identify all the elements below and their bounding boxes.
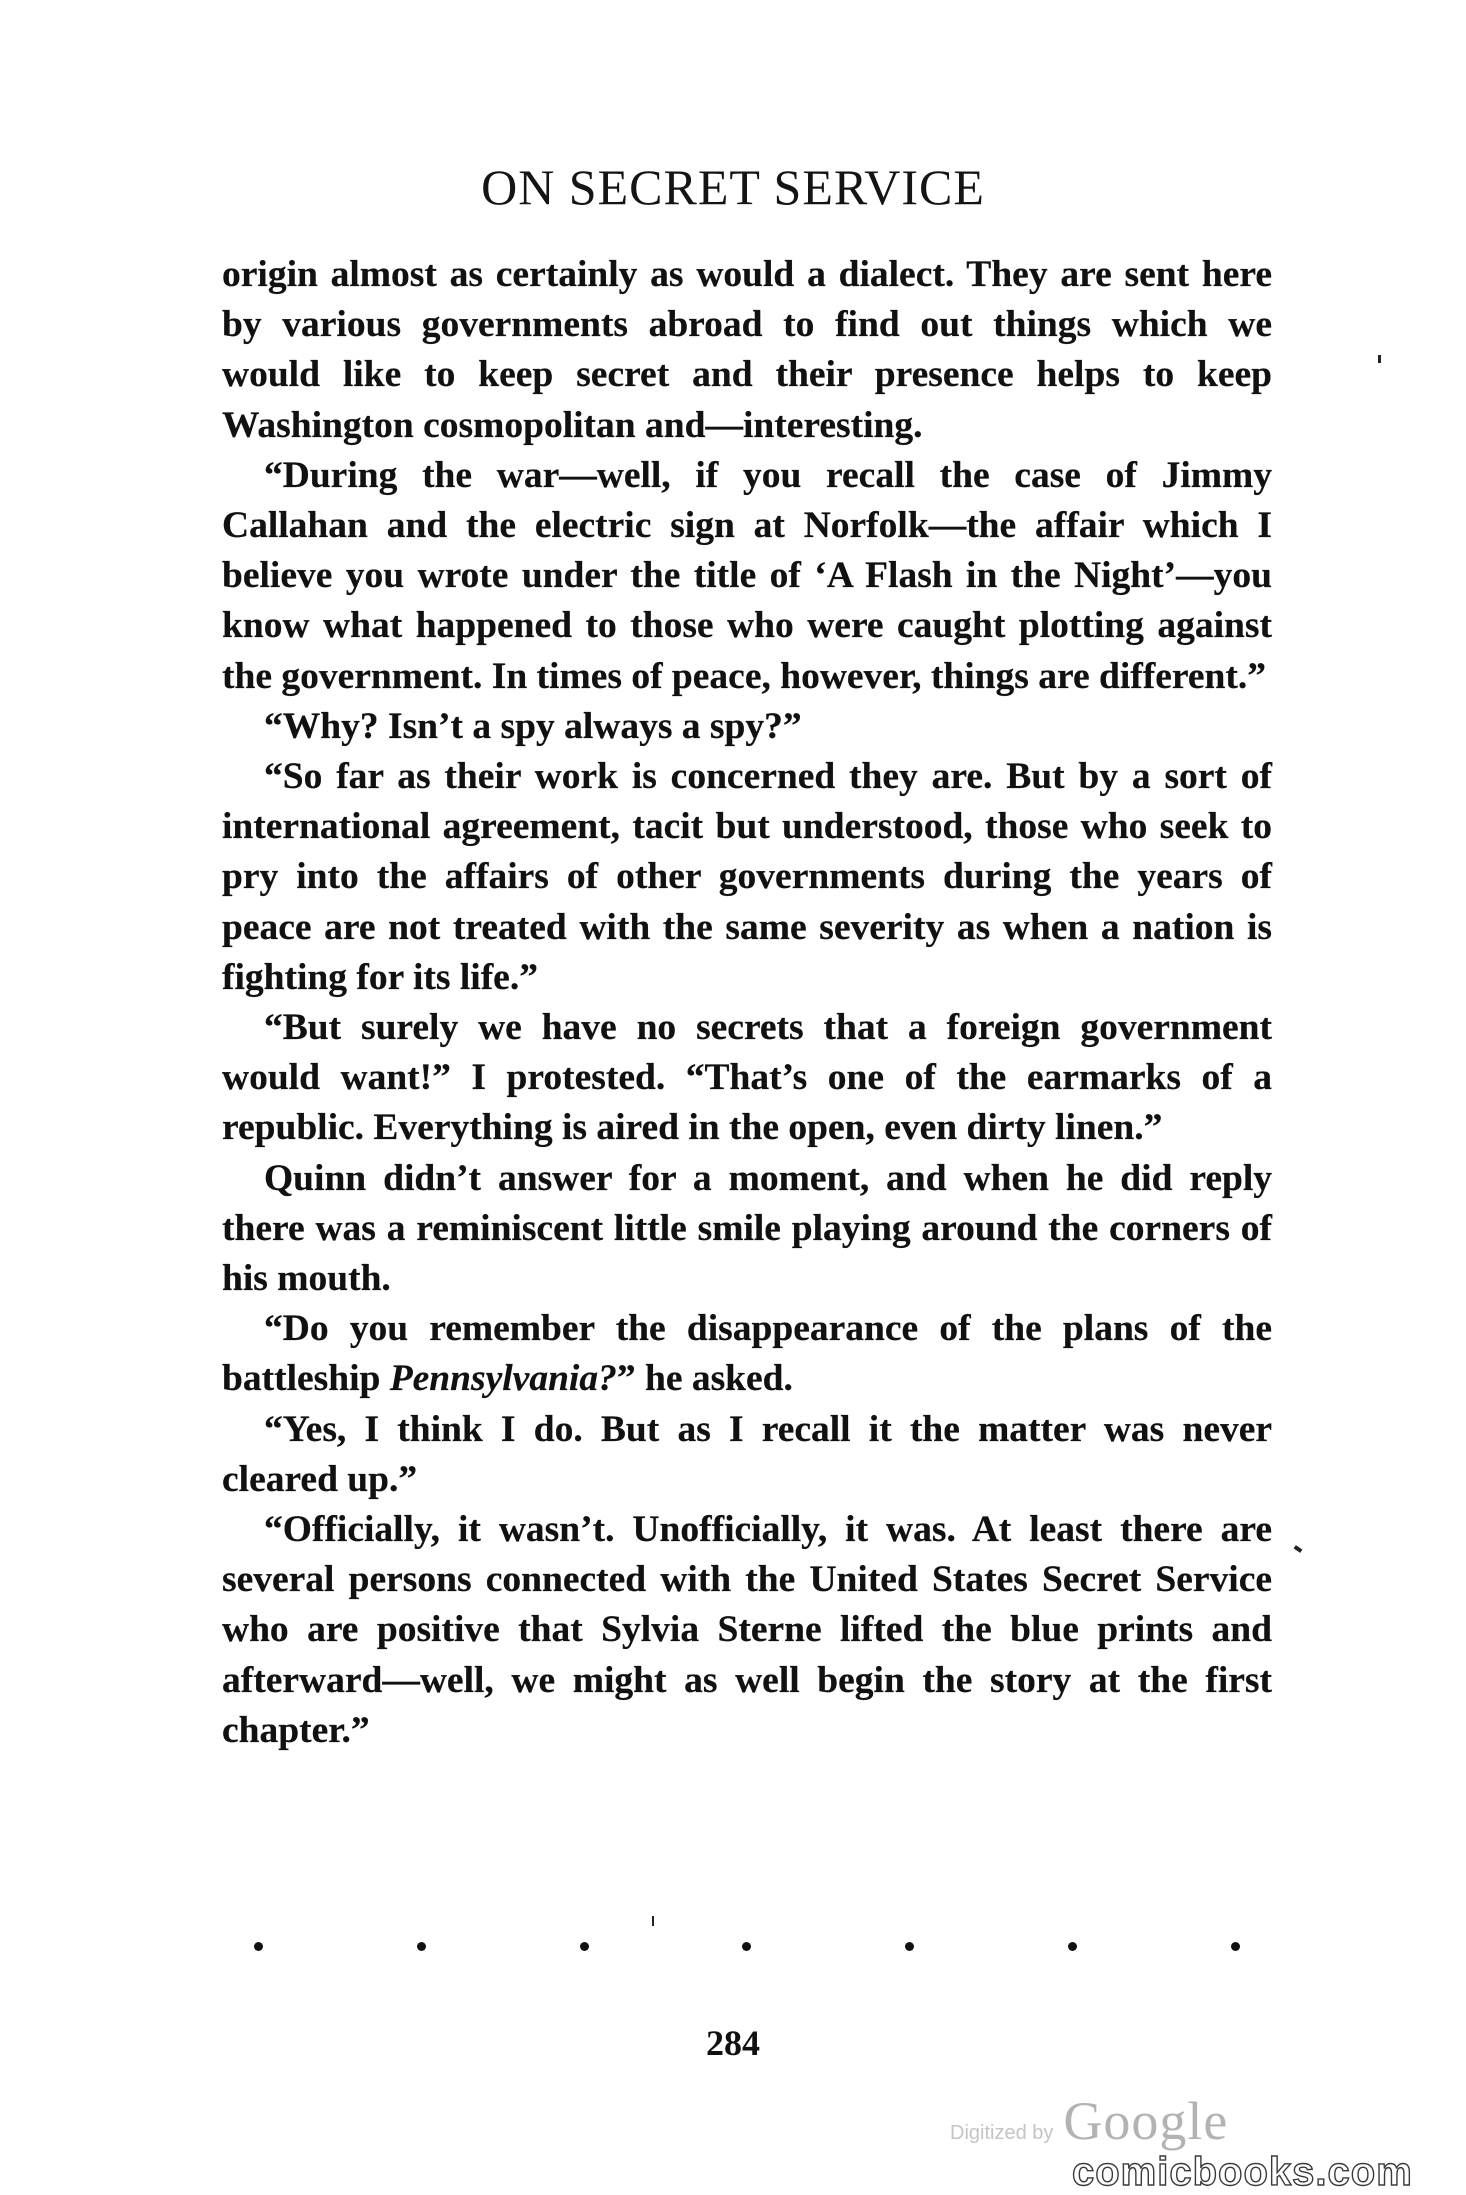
paragraph-7-before: “Do you remember the disappearance of the plans of the battleship	[222, 1308, 1272, 1400]
watermark: comicbooks.com	[1072, 2150, 1413, 2194]
digitized-brand: Google	[1063, 2091, 1229, 2151]
paragraph-7	[222, 1304, 1272, 1404]
running-head: ON SECRET SERVICE	[481, 159, 985, 215]
scan-speck	[1378, 355, 1381, 363]
paragraph-1: origin almost as certainly as would a dialect. They are sent here by various governments abroad to find out things which we would like to keep secret and their presence helps to keep Washington cosmopolitan and—interesting.	[222, 254, 1272, 446]
scene-break-dots	[222, 1942, 1272, 1951]
paragraph-6: Quinn didn’t answer for a moment, and when he did reply there was a reminiscent little smile playing around the corners of his mouth.	[222, 1157, 1272, 1300]
paragraph-7-after: ” he asked.	[616, 1358, 793, 1400]
digitized-prefix: Digitized by	[950, 2122, 1054, 2144]
page-number: 284	[706, 2023, 760, 2063]
scan-speck	[1294, 1545, 1303, 1553]
paragraph-3: “Why? Isn’t a spy always a spy?”	[264, 705, 802, 747]
paragraph-4: “So far as their work is concerned they are. But by a sort of international agreement, tacit but understood, those who seek to pry into the affairs of other governments during the years of peace are not treated with the same severity as when a nation is fighting for its life.”	[222, 756, 1272, 998]
body-text	[222, 250, 1272, 1756]
paragraph-2: “During the war—well, if you recall the case of Jimmy Callahan and the electric sign at Norfolk—the affair which I believe you wrote under the title of ‘A Flash in the Night’—you know what happened to those who were caught plotting against the government. In times of peace, however, things are different.”	[222, 454, 1272, 697]
ship-name: Pennsylvania?	[389, 1358, 617, 1400]
digitized-by-stamp	[950, 2090, 1228, 2152]
ornament-dot	[254, 1942, 263, 1951]
scan-speck	[652, 1916, 654, 1926]
ornament-dot	[1068, 1942, 1077, 1951]
ornament-dot	[580, 1942, 589, 1951]
ornament-dot	[742, 1942, 751, 1951]
paragraph-5: “But surely we have no secrets that a foreign government would want!” I protested. “That’s one of the earmarks of a republic. Everything is aired in the open, even dirty linen.”	[222, 1007, 1272, 1149]
ornament-dot	[1231, 1942, 1240, 1951]
ornament-dot	[905, 1942, 914, 1951]
ornament-dot	[417, 1942, 426, 1951]
paragraph-8: “Yes, I think I do. But as I recall it the matter was never cleared up.”	[222, 1408, 1272, 1500]
paragraph-9: “Officially, it wasn’t. Unofficially, it was. At least there are several persons connected with the United States Secret Service who are positive that Sylvia Sterne lifted the blue prints and afterward—well, we might as well begin the story at the first chapter.”	[222, 1509, 1272, 1751]
